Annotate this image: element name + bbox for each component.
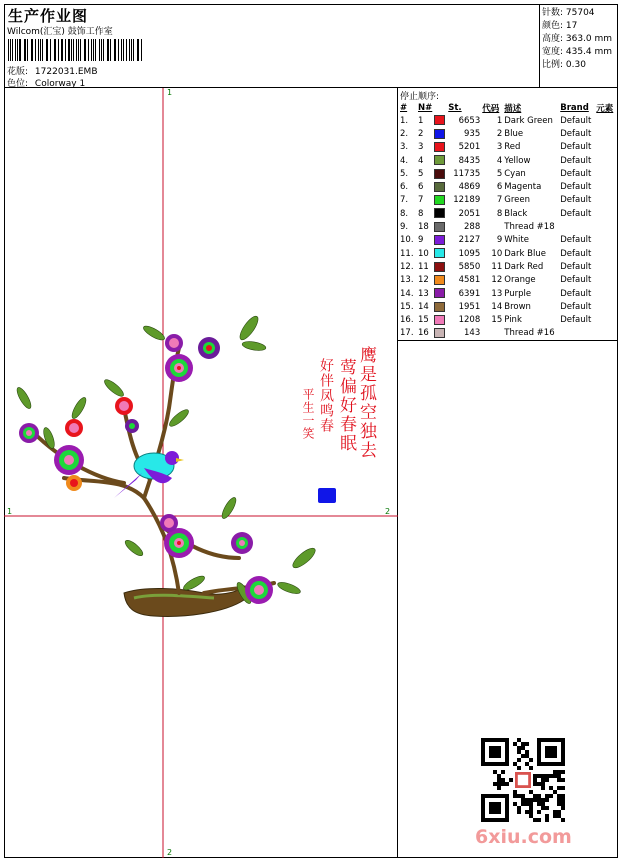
color-swatch: [434, 302, 445, 312]
color-swatch: [434, 155, 445, 165]
row-code: 5: [496, 168, 503, 179]
row-description: Black: [504, 208, 528, 219]
design-file-label: 花版:: [7, 67, 29, 77]
colorway-name: Colorway 1: [34, 79, 86, 89]
row-swatch: [433, 207, 447, 220]
row-needle: 8: [418, 208, 424, 219]
header-info: [4, 4, 540, 88]
row-description: Pink: [504, 315, 522, 326]
row-element: [595, 300, 617, 313]
row-code: 2: [496, 128, 503, 139]
row-element: [595, 114, 617, 127]
row-index: 5.: [400, 168, 409, 179]
row-brand: Default: [560, 248, 592, 259]
page-title: 生产作业图: [8, 7, 89, 25]
color-swatch: [434, 315, 445, 325]
row-swatch: [433, 234, 447, 247]
row-code: 4: [496, 155, 503, 166]
row-needle: 18: [418, 222, 429, 233]
stop-sequence-title: 停止顺序:: [400, 92, 440, 102]
row-needle: 16: [418, 328, 429, 339]
row-brand: Default: [560, 208, 592, 219]
row-brand: Default: [560, 288, 592, 299]
stitch-count: 针数: 75704: [542, 8, 595, 18]
row-description: Magenta: [504, 182, 542, 193]
row-index: 17.: [400, 328, 414, 339]
design-stats: [540, 4, 618, 88]
row-description: White: [504, 235, 529, 246]
row-swatch: [433, 287, 447, 300]
row-needle: 6: [418, 182, 424, 193]
row-description: Orange: [504, 275, 536, 286]
thread-row: [399, 247, 617, 260]
row-stitches: 1095: [458, 248, 481, 259]
row-code: 8: [496, 208, 503, 219]
row-stitches: 6391: [458, 288, 481, 299]
row-code: 12: [491, 275, 503, 286]
row-brand: Default: [560, 115, 592, 126]
row-element: [595, 207, 617, 220]
row-brand: Default: [560, 235, 592, 246]
design-width: 宽度: 435.4 mm: [542, 47, 613, 57]
row-element: [595, 167, 617, 180]
row-description: Cyan: [504, 168, 526, 179]
row-code: 15: [491, 315, 503, 326]
row-index: 7.: [400, 195, 409, 206]
row-stitches: 5850: [458, 261, 481, 272]
color-swatch: [434, 208, 445, 218]
color-swatch: [434, 248, 445, 258]
thread-row: [399, 260, 617, 273]
row-brand: Default: [560, 301, 592, 312]
row-brand: Default: [560, 315, 592, 326]
row-stitches: 12189: [453, 195, 481, 206]
thread-row: [399, 220, 617, 233]
color-swatch: [434, 115, 445, 125]
row-brand: [559, 220, 595, 233]
design-file-name: 1722031.EMB: [34, 67, 98, 77]
row-brand: [559, 327, 595, 340]
row-element: [595, 234, 617, 247]
row-stitches: 935: [464, 128, 481, 139]
row-index: 10.: [400, 235, 414, 246]
thread-row: [399, 154, 617, 167]
color-count: 颜色: 17: [542, 21, 578, 31]
row-code: 11: [491, 261, 503, 272]
row-index: 2.: [400, 128, 409, 139]
row-description: Green: [504, 195, 530, 206]
thread-row: [399, 287, 617, 300]
row-swatch: [433, 247, 447, 260]
thread-row: [399, 127, 617, 140]
row-brand: Default: [560, 142, 592, 153]
row-needle: 7: [418, 195, 424, 206]
row-code: 3: [496, 142, 503, 153]
calligraphy-col4: 平生一笑: [301, 388, 315, 440]
row-swatch: [433, 274, 447, 287]
color-swatch: [434, 262, 445, 272]
thread-row: [399, 194, 617, 207]
thread-row: [399, 114, 617, 127]
row-brand: Default: [560, 195, 592, 206]
row-needle: 10: [418, 248, 429, 259]
row-needle: 12: [418, 275, 429, 286]
color-swatch: [434, 328, 445, 338]
row-brand: Default: [560, 182, 592, 193]
color-swatch: [434, 275, 445, 285]
thread-table: [399, 101, 617, 340]
row-element: [595, 313, 617, 326]
color-swatch: [434, 222, 445, 232]
row-swatch: [433, 154, 447, 167]
row-stitches: 4869: [458, 182, 481, 193]
row-swatch: [433, 300, 447, 313]
thread-row: [399, 274, 617, 287]
thread-row: [399, 207, 617, 220]
col-stitches: St.: [448, 102, 462, 113]
row-element: [595, 220, 617, 233]
row-index: 1.: [400, 115, 409, 126]
row-element: [595, 127, 617, 140]
row-code: 6: [496, 182, 503, 193]
row-index: 15.: [400, 301, 414, 312]
color-swatch: [434, 195, 445, 205]
embroidery-preview: [4, 88, 398, 858]
axis-label-bottom: 2: [167, 848, 173, 857]
row-brand: Default: [560, 275, 592, 286]
row-needle: 4: [418, 155, 424, 166]
color-swatch: [434, 288, 445, 298]
calligraphy-col2: 莺偏好春眠: [336, 358, 356, 453]
thread-row: [399, 141, 617, 154]
row-index: 8.: [400, 208, 409, 219]
thread-row: [399, 234, 617, 247]
col-brand: Brand: [560, 102, 589, 113]
col-swatch: [433, 101, 447, 114]
col-code: 代码: [482, 103, 500, 114]
row-stitches: 1951: [458, 301, 481, 312]
row-code: 10: [491, 248, 503, 259]
thread-rows: [399, 114, 617, 340]
row-description: Blue: [504, 128, 524, 139]
row-needle: 2: [418, 128, 424, 139]
row-index: 6.: [400, 182, 409, 193]
row-code: [481, 220, 503, 233]
row-index: 13.: [400, 275, 414, 286]
row-index: 4.: [400, 155, 409, 166]
row-swatch: [433, 260, 447, 273]
row-stitches: 8435: [458, 155, 481, 166]
color-swatch: [434, 182, 445, 192]
row-code: [481, 327, 503, 340]
row-brand: Default: [560, 128, 592, 139]
row-description: Thread #16: [504, 328, 555, 339]
col-index: #: [400, 102, 408, 113]
row-stitches: 5201: [458, 142, 481, 153]
row-needle: 13: [418, 288, 429, 299]
row-element: [595, 247, 617, 260]
col-needle: N#: [418, 102, 433, 113]
row-brand: Default: [560, 168, 592, 179]
row-swatch: [433, 180, 447, 193]
row-element: [595, 141, 617, 154]
row-stitches: 2051: [458, 208, 481, 219]
design-preview: [4, 88, 398, 858]
row-needle: 15: [418, 315, 429, 326]
trunk: [124, 588, 244, 616]
bird: [114, 451, 184, 498]
row-swatch: [433, 220, 447, 233]
row-element: [595, 327, 617, 340]
row-stitches: 143: [464, 328, 481, 339]
color-swatch: [434, 142, 445, 152]
row-index: 9.: [400, 222, 409, 233]
row-code: 13: [491, 288, 503, 299]
row-element: [595, 287, 617, 300]
axis-label-left: 1: [7, 507, 13, 516]
axis-label-right: 2: [385, 507, 391, 516]
row-description: Purple: [504, 288, 532, 299]
thread-row: [399, 167, 617, 180]
row-description: Dark Blue: [504, 248, 546, 259]
row-description: Red: [504, 142, 521, 153]
row-swatch: [433, 194, 447, 207]
row-needle: 9: [418, 235, 424, 246]
color-swatch: [434, 129, 445, 139]
qr-code: [481, 738, 565, 822]
row-element: [595, 274, 617, 287]
color-swatch: [434, 235, 445, 245]
row-description: Yellow: [504, 155, 531, 166]
design-scale: 比例: 0.30: [542, 60, 586, 70]
row-stitches: 288: [464, 222, 481, 233]
colorway-label: 色位:: [7, 79, 29, 89]
row-element: [595, 154, 617, 167]
row-needle: 14: [418, 301, 429, 312]
thread-row: [399, 327, 617, 340]
row-index: 14.: [400, 288, 414, 299]
row-swatch: [433, 141, 447, 154]
row-stitches: 4581: [458, 275, 481, 286]
row-swatch: [433, 167, 447, 180]
calligraphy-col3: 好伴凤鸣春: [318, 358, 334, 433]
row-stitches: 11735: [453, 168, 481, 179]
row-stitches: 6653: [458, 115, 481, 126]
row-needle: 1: [418, 115, 424, 126]
col-description: 描述: [504, 103, 522, 114]
row-index: 16.: [400, 315, 414, 326]
thread-row: [399, 180, 617, 193]
row-swatch: [433, 114, 447, 127]
calligraphy: [301, 346, 377, 460]
barcode: [8, 39, 144, 61]
row-code: 9: [496, 235, 503, 246]
row-stitches: 2127: [458, 235, 481, 246]
row-needle: 3: [418, 142, 424, 153]
row-element: [595, 194, 617, 207]
thread-row: [399, 300, 617, 313]
row-needle: 11: [418, 261, 429, 272]
row-swatch: [433, 127, 447, 140]
row-swatch: [433, 313, 447, 326]
row-brand: Default: [560, 261, 592, 272]
axis-label-top: 1: [167, 88, 173, 97]
row-description: Dark Red: [504, 261, 544, 272]
row-stitches: 1208: [458, 315, 481, 326]
stop-sequence-panel: [398, 88, 618, 341]
thread-table-header: [399, 101, 617, 114]
row-code: 7: [496, 195, 503, 206]
color-swatch: [434, 169, 445, 179]
row-code: 1: [496, 115, 503, 126]
row-description: Brown: [504, 301, 531, 312]
row-element: [595, 180, 617, 193]
row-brand: Default: [560, 155, 592, 166]
row-index: 12.: [400, 261, 414, 272]
col-element: 元素: [596, 103, 614, 114]
row-needle: 5: [418, 168, 424, 179]
calligraphy-col1: 鹰是孤空独去: [356, 346, 376, 460]
row-index: 11.: [400, 248, 414, 259]
row-swatch: [433, 327, 447, 340]
row-code: 14: [491, 301, 503, 312]
seal-stamp: [318, 488, 336, 503]
row-description: Dark Green: [504, 115, 553, 126]
company-name: Wilcom(汇宝) 鼓饰工作室: [7, 27, 113, 37]
design-height: 高度: 363.0 mm: [542, 34, 613, 44]
row-element: [595, 260, 617, 273]
watermark: 6xiu.com: [475, 826, 572, 848]
row-description: Thread #18: [504, 222, 555, 233]
row-index: 3.: [400, 142, 409, 153]
thread-row: [399, 313, 617, 326]
